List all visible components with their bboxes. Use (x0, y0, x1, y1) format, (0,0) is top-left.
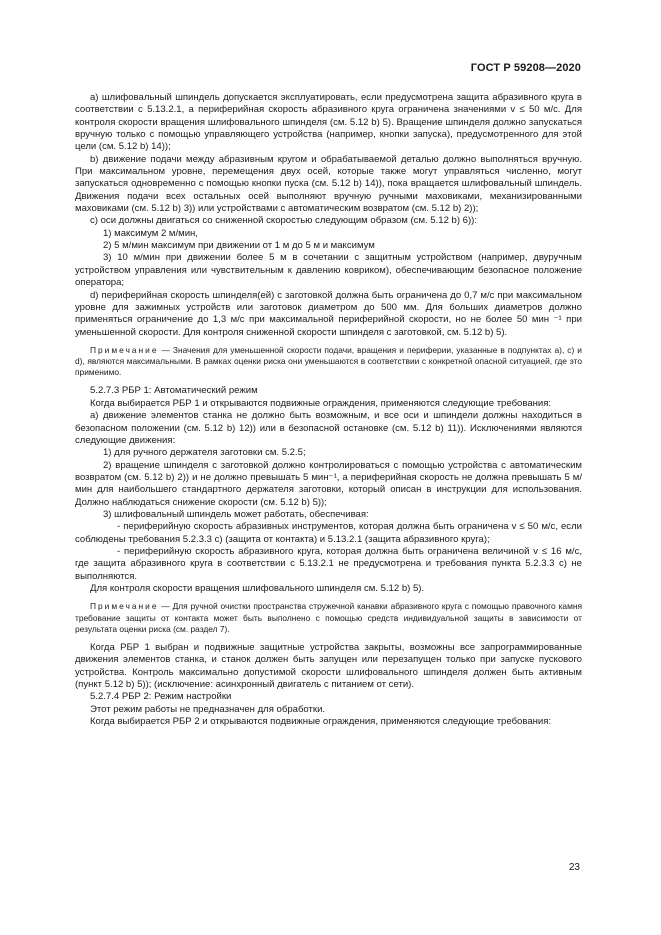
section-5273-a: а) движение элементов станка не должно быть возможным, и все оси и шпиндели должны находиться в безопасном положении (см. 5.12 b) 12)) или в безопасной остановке (см. 5.12 b) 11)). Исключениями являются следующие движения: (75, 410, 582, 446)
note-2 (75, 601, 582, 635)
section-5274-p1: Этот режим работы не предназначен для обработки. (90, 703, 326, 715)
section-5273-intro: Когда выбирается РБР 1 и открываются подвижные ограждения, применяются следующие требования: (90, 397, 552, 409)
note-2-label: Примечание (90, 601, 159, 612)
paragraph-c2: 2) 5 м/мин максимум при движении от 1 м до 5 м и максимум (103, 240, 375, 252)
section-5273-a1: 1) для ручного держателя заготовки см. 5.2.5; (103, 447, 306, 459)
section-5273-closed: Когда РБР 1 выбран и подвижные защитные устройства закрыты, возможны все запрограммированные движения элементов станка, и станок должен быть запущен или перезапущен только при запуске пускового устройства. Контроль максимально допустимой скорости шлифовального шпинделя должен быть активным (пункт 5.12 b) 5)); (исключение: асинхронный двигатель с питанием от сети). (75, 641, 582, 690)
section-5273-a3: 3) шлифовальный шпиндель может работать, обеспечивая: (103, 508, 369, 520)
paragraph-d: d) периферийная скорость шпинделя(ей) с заготовкой должна быть ограничена до 0,7 м/с при максимальном уровне для зажимных устройств или заготовок диаметром до 500 мм. Для больших диаметров должно применяться ограничение до 1,3 м/с при максимальной периферийной скорости, но не более 50 мин ⁻¹ при уменьшенной скорости. Для контроля сниженной скорости шпинделя с заготовкой, см. 5.12 b) 5). (75, 289, 582, 338)
section-5273-a3-item2: - периферийную скорость абразивного круга, которая должна быть ограничена величиной v ≤ 16 м/с, где защита абразивного круга в соответствии с 5.13.2.1 не предусмотрена и требования пункта 5.2.3.3 с) не выполняются. (75, 545, 582, 582)
paragraph-c: c) оси должны двигаться со сниженной скоростью следующим образом (см. 5.12 b) 6)): (90, 215, 478, 227)
standard-header: ГОСТ Р 59208—2020 (470, 62, 581, 74)
note-1-label: Примечание (90, 344, 159, 355)
section-5273-title: 5.2.7.3 РБР 1: Автоматический режим (90, 385, 258, 397)
page-number: 23 (568, 862, 580, 873)
section-5273-a2: 2) вращение шпинделя с заготовкой должно контролироваться с помощью устройства с автоматическим возвратом (см. 5.12 b) 2)) и не должно превышать 5 мин⁻¹, а периферийная скорость не должна превышать 5 м/мин для наибольшего стандартного держателя заготовки, который описан в инструкции для использования. Должно наблюдаться снижение скорости (см. 5.12 b) 5)); (75, 459, 582, 508)
paragraph-a: а) шлифовальный шпиндель допускается эксплуатировать, если предусмотрена защита абразивного круга в соответствии с 5.13.2.1, а периферийная скорость абразивного круга ограничена значениями v ≤ 50 м/с. Для контроля скорости вращения шлифовального шпинделя (см. 5.12 b) 5). Вращение шпинделя должно запускаться вручную только с помощью управляющего устройства (например, кнопки запуска), предусмотренного для этой цели (см. 5.12 b) 14)); (75, 92, 582, 153)
note-1-text: — Значения для уменьшенной скорости подачи, вращения и периферии, указанные в подпунктах а), с) и d), являются максимальными. В рамках оценки риска они уменьшаются в соответствии с конкретной опасной ситуацией, где это применимо. (75, 344, 582, 378)
paragraph-c3: 3) 10 м/мин при движении более 5 м в сочетании с защитным устройством (например, двуручным устройством управления или чувствительным к давлению ковриком), обеспечивающим безопасное положение оператора; (75, 252, 582, 289)
note-1 (75, 345, 582, 379)
document-body (75, 92, 582, 728)
paragraph-b: b) движение подачи между абразивным кругом и обрабатываемой деталью должно выполняться вручную. При максимальном уровне, перемещения двух осей, которые также могут управляться численно, могут запускаться одновременно с помощью кнопки пуска (см. 5.12 b) 14)), пока вращается шлифовальный шпиндель. Движения подачи всех остальных осей выполняют вручную ручными маховиками, механизированными маховиками (см. 5.12 b) 3)) или устройствами с автоматическим возвратом (см. 5.12 b) 2)); (75, 153, 582, 215)
section-5273-control: Для контроля скорости вращения шлифовального шпинделя см. 5.12 b) 5). (90, 582, 425, 594)
paragraph-c1: 1) максимум 2 м/мин, (103, 227, 198, 239)
section-5274-title: 5.2.7.4 РБР 2: Режим настройки (90, 691, 232, 703)
section-5273-a3-item1: - периферийную скорость абразивных инструментов, которая должна быть ограничена v ≤ 50 м/с, если соблюдены требования 5.2.3.3 с) (защита от контакта) и 5.13.2.1 (защита абразивного круга); (75, 521, 582, 545)
note-2-text: — Для ручной очистки пространства стружечной канавки абразивного круга с помощью правочного камня требование защиты от контакта может быть выполнено с помощью средств индивидуальной защиты в зависимости от результата оценки риска (см. раздел 7). (75, 601, 582, 634)
section-5274-p2: Когда выбирается РБР 2 и открываются подвижные ограждения, применяются следующие требования: (90, 716, 552, 727)
